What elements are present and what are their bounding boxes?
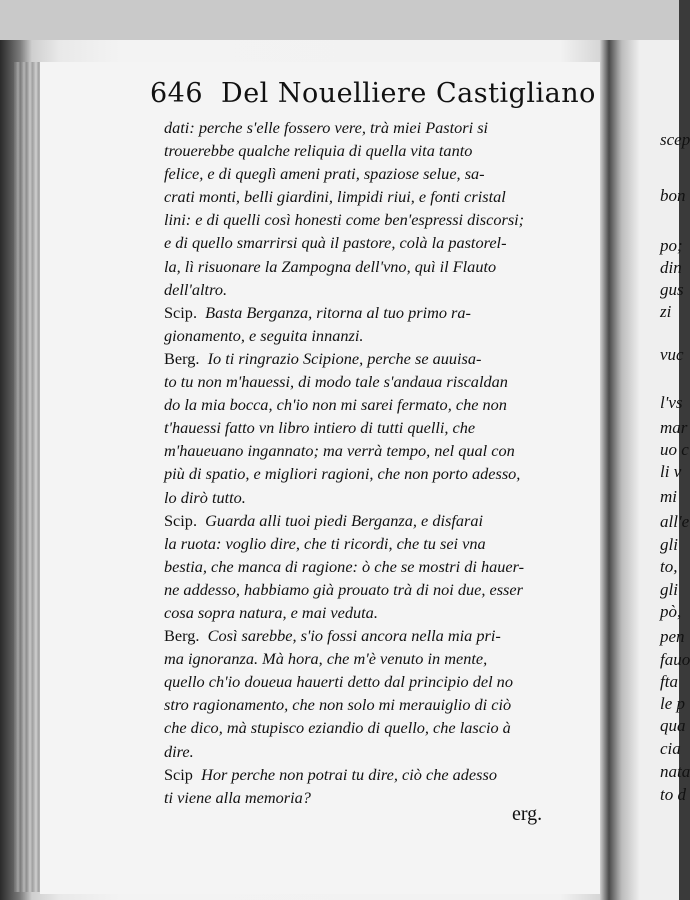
line-text: la ruota: voglio dire, che ti ricordi, che tu sei vna <box>164 533 486 553</box>
right-page-word: mar <box>660 418 688 437</box>
line-text: trouerebbe qualche reliquia di quella vita tanto <box>164 141 473 161</box>
right-page-word: nata <box>660 762 690 781</box>
right-page-word: fta <box>660 672 678 691</box>
right-page-word: din <box>660 258 682 277</box>
text-line <box>164 347 584 370</box>
speaker-label: Scip <box>164 764 193 784</box>
right-page-word: mi <box>660 487 677 506</box>
text-line <box>164 278 584 301</box>
text-line <box>164 624 584 647</box>
line-text: lo dirò tutto. <box>164 487 246 507</box>
text-line <box>164 255 584 278</box>
line-text: ne addesso, habbiamo già prouato trà di noi due, esser <box>164 579 523 599</box>
right-page-word: gus <box>660 280 684 299</box>
line-text: do la mia bocca, ch'io non mi sarei fermato, che non <box>164 395 507 415</box>
text-line <box>164 370 584 393</box>
text-line <box>164 532 584 555</box>
text-line <box>164 555 584 578</box>
line-text: felice, e di queglì ameni prati, spaziose selue, sa- <box>164 164 485 184</box>
line-text: stro ragionamento, che non solo mi merauiglio di ciò <box>164 695 512 715</box>
right-page-word: pò, <box>660 602 682 621</box>
right-page-word: vuc <box>660 345 684 364</box>
text-line <box>164 693 584 716</box>
speaker-label: Berg. <box>164 626 200 646</box>
line-text: Basta Berganza, ritorna al tuo primo ra- <box>205 302 471 322</box>
right-page-word: to, <box>660 557 678 576</box>
line-text: Così sarebbe, s'io fossi ancora nella mia pri- <box>207 626 501 646</box>
line-text: che dico, mà stupisco eziandio di quello, che lascio à <box>164 718 511 738</box>
text-line <box>164 509 584 532</box>
text-line <box>164 740 584 763</box>
speaker-label: Scip. <box>164 302 198 322</box>
right-page-word: l'vs <box>660 393 683 412</box>
line-text: bestia, che manca di ragione: ò che se mostri di hauer- <box>164 556 525 576</box>
line-text: to tu non m'hauessi, di modo tale s'andaua riscaldan <box>164 372 508 392</box>
line-text: t'hauessi fatto vn libro intiero di tutti quelli, che <box>164 418 476 438</box>
body-text <box>164 116 584 809</box>
running-header <box>150 78 596 109</box>
speaker-label: Scip. <box>164 510 198 530</box>
text-line <box>164 439 584 462</box>
right-page-word: bon <box>660 186 686 205</box>
right-page-word: li v <box>660 462 682 481</box>
text-line <box>164 139 584 162</box>
line-text: crati monti, belli giardini, limpidi riui, e fonti cristal <box>164 187 506 207</box>
line-text: dati: perche s'elle fossero vere, trà miei Pastori si <box>164 118 489 137</box>
line-text: Hor perche non potrai tu dire, ciò che adesso <box>201 764 497 784</box>
right-page-word: fauo <box>660 650 690 669</box>
text-line <box>164 647 584 670</box>
text-line <box>164 116 584 139</box>
line-text: Guarda alli tuoi piedi Berganza, e disfarai <box>205 510 484 530</box>
right-page-word: to d <box>660 785 686 804</box>
right-page-word: cia <box>660 739 681 758</box>
text-line <box>164 716 584 739</box>
running-title: Del Nouelliere Castigliano <box>221 78 596 109</box>
right-page-word: uo c <box>660 440 689 459</box>
line-text: Io ti ringrazio Scipione, perche se auuisa- <box>207 348 482 368</box>
line-text: ti viene alla memoria? <box>164 787 311 807</box>
text-line <box>164 208 584 231</box>
right-page-word: le p <box>660 694 686 713</box>
right-page-word: gli <box>660 535 678 554</box>
right-page-word: qua <box>660 716 686 735</box>
line-text: m'haueuano ingannato; ma verrà tempo, nel qual con <box>164 441 515 461</box>
text-line <box>164 231 584 254</box>
right-page-word: all'e <box>660 512 690 531</box>
text-line <box>164 185 584 208</box>
line-text: più di spatio, e migliori ragioni, che non porto adesso, <box>164 464 521 484</box>
speaker-label: Berg. <box>164 348 200 368</box>
line-text: ma ignoranza. Mà hora, che m'è venuto in mente, <box>164 649 488 669</box>
text-line <box>164 324 584 347</box>
text-line <box>164 416 584 439</box>
catchword: erg. <box>512 803 543 825</box>
text-line <box>164 670 584 693</box>
line-text: cosa sopra natura, e mai veduta. <box>164 602 378 622</box>
line-text: dell'altro. <box>164 279 228 299</box>
line-text: la, lì risuonare la Zampogna dell'vno, quì il Flauto <box>164 256 497 276</box>
right-page-word: scep <box>660 130 690 149</box>
line-text: quello ch'io doueua hauerti detto dal principio del no <box>164 672 513 692</box>
line-text: gionamento, e seguita innanzi. <box>164 325 364 345</box>
line-text: e di quello smarrirsi quà il pastore, colà la pastorel- <box>164 233 507 253</box>
right-page-word: po; <box>660 236 683 255</box>
right-page-word: pen <box>660 627 685 646</box>
book-gutter <box>600 40 618 900</box>
page-number: 646 <box>150 78 204 109</box>
text-line <box>164 601 584 624</box>
text-line <box>164 393 584 416</box>
line-text: lini: e di quelli così honesti come ben'espressi discorsi; <box>164 210 525 230</box>
text-line <box>164 578 584 601</box>
text-line <box>164 462 584 485</box>
text-line <box>164 486 584 509</box>
line-text: dire. <box>164 741 194 761</box>
text-line <box>164 763 584 786</box>
right-page-word: zi <box>660 302 672 321</box>
text-line <box>164 301 584 324</box>
right-page-word: gli <box>660 580 678 599</box>
text-line <box>164 162 584 185</box>
